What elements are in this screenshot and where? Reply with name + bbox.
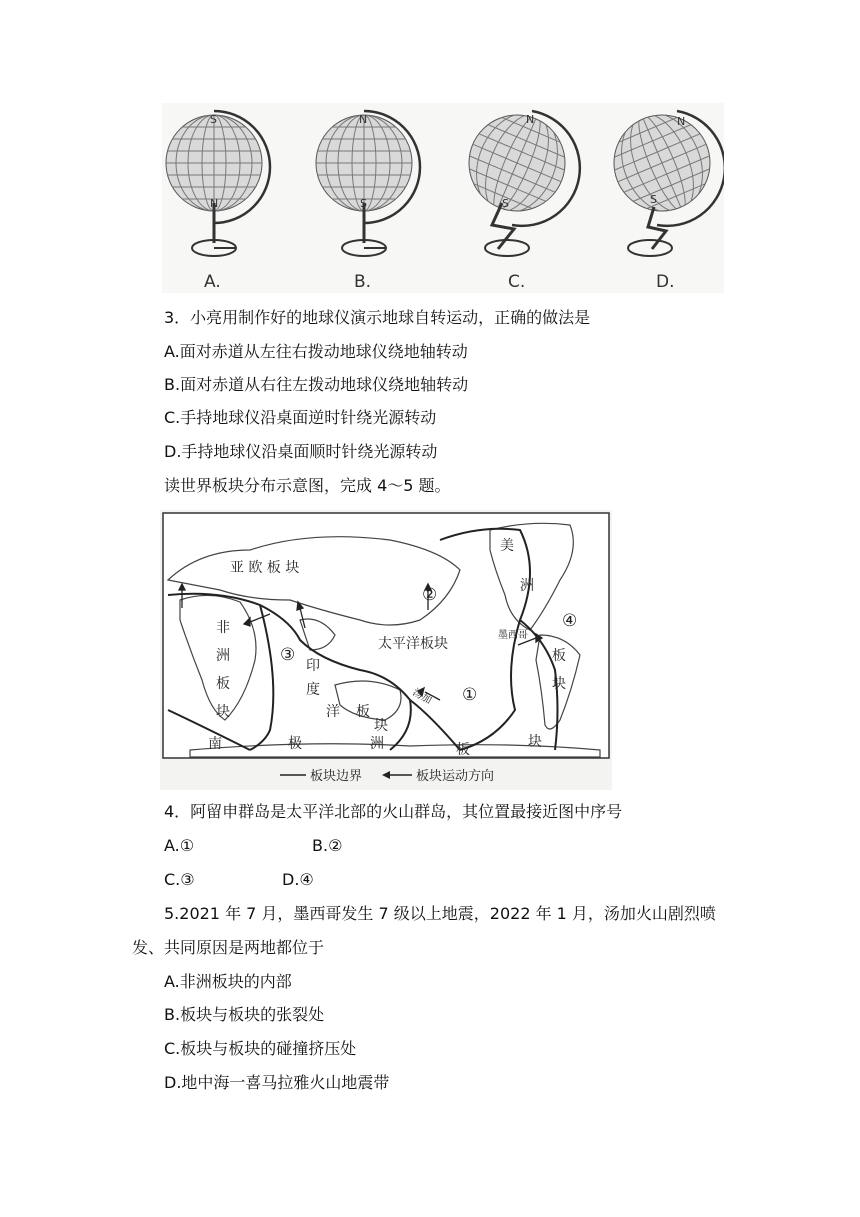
globe-b-bottom-pole: S (360, 197, 367, 210)
q5-stem-line2: 发、共同原因是两地都位于 (132, 938, 325, 957)
label-antarctic-5: 块 (528, 734, 542, 750)
marker-3: ③ (280, 645, 296, 665)
globes-drawing (162, 103, 724, 293)
globe-d-bottom-pole: S (650, 193, 657, 206)
globe-c-label: C. (508, 272, 526, 292)
q4-stem: 4．阿留申群岛是太平洋北部的火山群岛，其位置最接近图中序号 (164, 802, 623, 821)
q3-option-b: B.面对赤道从右往左拨动地球仪绕地轴转动 (164, 375, 469, 394)
q3-stem: 3．小亮用制作好的地球仪演示地球自转运动，正确的做法是 (164, 308, 591, 327)
globe-d-top-pole: N (677, 115, 686, 128)
q3-option-c: C.手持地球仪沿桌面逆时针绕光源转动 (164, 408, 437, 427)
plate-map-figure (160, 510, 612, 790)
marker-4: ④ (562, 611, 578, 631)
label-antarctic-2: 极 (288, 736, 302, 752)
label-africa-2: 洲 (216, 648, 230, 664)
globe-a-bottom-pole: N (210, 197, 219, 210)
label-africa-1: 非 (216, 620, 230, 636)
globe-d-label: D. (656, 272, 675, 292)
globe-b-top-pole: N (359, 113, 368, 126)
label-indian-4: 板 (356, 704, 370, 720)
globes-figure (162, 103, 724, 293)
label-indian-5: 块 (374, 718, 388, 734)
globe-b-label: B. (354, 272, 372, 292)
label-indian-2: 度 (306, 682, 320, 698)
q5-option-a: A.非洲板块的内部 (164, 972, 292, 991)
label-eurasia-plate: 亚 欧 板 块 (230, 560, 300, 576)
label-pacific-plate: 太平洋板块 (378, 636, 448, 652)
label-indian-3: 洋 (326, 704, 340, 720)
q5-stem-line1: 5.2021 年 7 月，墨西哥发生 7 级以上地震，2022 年 1 月，汤加火山剧烈喷 (164, 904, 716, 923)
label-africa-4: 块 (216, 704, 230, 720)
label-antarctic-4: 板 (456, 742, 470, 758)
marker-1: ① (462, 685, 478, 705)
globe-c-top-pole: N (526, 113, 535, 126)
q4-option-c: C.③ (164, 870, 195, 889)
label-antarctic-1: 南 (208, 736, 222, 752)
label-indian-1: 印 (306, 658, 320, 674)
q4-option-b: B.② (312, 836, 343, 855)
label-africa-3: 板 (216, 676, 230, 692)
label-america-4: 块 (552, 676, 566, 692)
q5-option-c: C.板块与板块的碰撞挤压处 (164, 1039, 357, 1058)
label-tonga: 汤加 (410, 687, 434, 707)
label-america-2: 洲 (520, 578, 534, 594)
q4-option-d: D.④ (282, 870, 314, 889)
plate-map (160, 510, 612, 790)
q4-option-a: A.① (164, 836, 195, 855)
legend-direction-label: 板块运动方向 (416, 769, 495, 784)
globe-c-bottom-pole: S (502, 197, 509, 210)
label-antarctic-3: 洲 (370, 736, 384, 752)
label-america-3: 板 (552, 648, 566, 664)
label-america-1: 美 (500, 538, 514, 554)
globe-a-top-pole: S (210, 113, 217, 126)
q5-option-d: D.地中海一喜马拉雅火山地震带 (164, 1073, 390, 1092)
q3-option-d: D.手持地球仪沿桌面顺时针绕光源转动 (164, 442, 438, 461)
globe-a-label: A. (204, 272, 221, 292)
q5-option-b: B.板块与板块的张裂处 (164, 1005, 325, 1024)
marker-2: ② (422, 585, 438, 605)
intro-text: 读世界板块分布示意图，完成 4～5 题。 (164, 476, 451, 495)
label-mexico: 墨西哥 (498, 630, 528, 641)
legend-boundary-label: 板块边界 (310, 769, 363, 784)
q3-option-a: A.面对赤道从左往右拨动地球仪绕地轴转动 (164, 342, 468, 361)
